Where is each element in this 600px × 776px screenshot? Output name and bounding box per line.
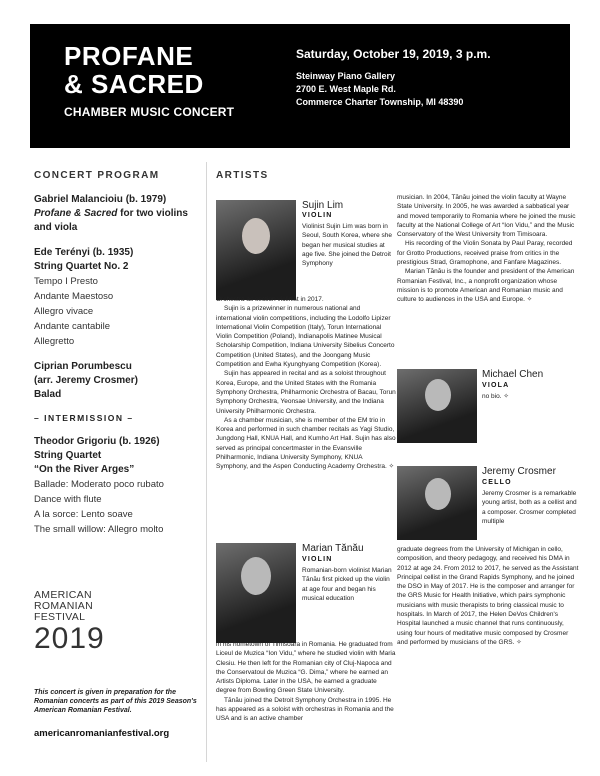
header-banner (30, 24, 570, 148)
concert-subtitle: CHAMBER MUSIC CONCERT (64, 105, 235, 119)
movement: Ballade: Moderato poco rubato (34, 479, 164, 490)
work-title: Balad (34, 389, 62, 400)
festival-note: This concert is given in preparation for the Romanian concerts as part of this 2019 Season's American Romanian Festival. (34, 689, 197, 714)
movement: Allegro vivace (34, 306, 94, 317)
arranger: (arr. Jeremy Crosmer) (34, 375, 138, 386)
festival-url[interactable]: americanromanianfestival.org (34, 728, 170, 739)
sujin-lim-photo (216, 200, 296, 300)
movement: The small willow: Allegro molto (34, 524, 164, 535)
michael-chen-photo (397, 369, 477, 443)
concert-logo (64, 42, 269, 120)
program-item (34, 246, 199, 349)
program-heading: CONCERT PROGRAM (34, 170, 160, 181)
artist-bio: graduate degrees from the University of Michigan in cello, composition, and theory pedagogy, and received his DMA in 2012 at age 24. From 2012 to 2017, he served as the Assistant Principal cellist in the Grand Rapids Symphony, and he joined the DSO in May of 2017. He is the composer and arranger for the GRS Music for Health Initiative, which pairs symphonic musicians with music therapists to bring classical music to hospitals. In March of 2017, the Helen DeVos Children's Hospital launched a music channel that runs continuously, using four hours of meditative music composed by Crosmer and performed by musicians of the GRS. ✧ (397, 546, 579, 646)
work-title: String Quartet No. 2 (34, 261, 129, 272)
title-line-1: PROFANE (64, 41, 194, 71)
artist-bio-intro: Violinist Sujin Lim was born in Seoul, South Korea, where she began her musical studies at age five. She joined the Detroit Symphony (302, 223, 392, 268)
movement: A la sorce: Lento soave (34, 509, 133, 520)
bio-paragraph: musician. In 2004, Tănău joined the violin faculty at Wayne State University. In 2005, he was awarded a sabbatical year and moved temporarily to Romania where he joined the music faculty at the National College of Art “Ion Vidu,” and the Music Conservatory of the West University from Timisoara. (397, 194, 576, 239)
artist-role: CELLO (482, 479, 512, 486)
intermission-label: – INTERMISSION – (34, 413, 134, 423)
artist-role: VIOLA (482, 382, 510, 389)
concert-program (34, 193, 199, 548)
artist-bio-intro: Romanian-born violinist Marian Tănău first picked up the violin at age four and began his musical education (302, 567, 392, 602)
movement: Allegretto (34, 336, 75, 347)
artist-role: VIOLIN (302, 212, 333, 219)
festival-logo (34, 590, 174, 654)
composer: Theodor Grigoriu (b. 1926) (34, 436, 160, 447)
bio-paragraph: Sujin has appeared in recital and as a soloist throughout Korea, Europe, and the United States with the Romania Symphony Orchestra, Philharmonic Orchestra of Bacau, Torun Symphony Orchestra, Yeonsae University, and the Indiana University Philharmonic Orchestra. (216, 370, 396, 415)
venue-name: Steinway Piano Gallery (296, 71, 396, 81)
bio-paragraph: Orchestra as section violinist in 2017. (216, 296, 324, 303)
bio-paragraph: As a chamber musician, she is member of the EM trio in Korea and performed in such chamber recitals as Yagi Studio, Jungdong Hall, KNUA Hall, and Kumho Art Hall. Sujin has also served as principal concertmaster in the Evansville Philharmonic, Indiana University Symphony, KNUA Symphony, and the Aspen Conducting Academy Orchestra. ✧ (216, 416, 396, 471)
movement: Andante Maestoso (34, 291, 114, 302)
program-item (34, 360, 199, 402)
artist-name: Sujin Lim (302, 200, 344, 211)
work-title-rest: for two violins and viola (34, 208, 188, 233)
work-title (34, 207, 199, 235)
artist-bio (216, 295, 396, 472)
artist-bio: no bio. ✧ (482, 393, 509, 400)
movement: Andante cantabile (34, 321, 111, 332)
venue-city: Commerce Charter Township, MI 48390 (296, 97, 464, 107)
bio-paragraph: Tănău joined the Detroit Symphony Orchestra in 1995. He has appeared as a soloist with orchestras in Romania and the USA and is an active chamber (216, 696, 394, 723)
festival-year: 2019 (34, 622, 105, 655)
event-date: Saturday, October 19, 2019, 3 p.m. (296, 47, 491, 61)
movement: Tempo I Presto (34, 276, 98, 287)
artist-name: Michael Chen (482, 369, 544, 380)
work-subtitle: “On the River Arges” (34, 464, 135, 475)
artist-bio-intro: Jeremy Crosmer is a remarkable young artist, both as a cellist and a composer. Crosmer completed multiple (482, 490, 577, 525)
bio-paragraph: Sujin is a prizewinner in numerous national and international violin competitions, including the Lodolfo Lipizer International Violin Competition (Italy), Torun International Violin Competition (Poland), Indianapolis Matinee Musical Scholarship Competition, Indiana University Sibelius Concerto Competition (United States), and the Joongang Music Competition and Ewha Kyunghyang Competition (Korea). (216, 305, 395, 369)
artist-name: Jeremy Crosmer (482, 466, 556, 477)
bio-paragraph: His recording of the Violin Sonata by Paul Paray, recorded for Grotto Productions, received praise from critics in the prestigious Strad, Gramophone, and Fanfare Magazines. (397, 240, 573, 267)
work-title-italic: Profane & Sacred (34, 208, 118, 219)
bio-paragraph: in his hometown of Timisoara in Romania. He graduated from Liceul de Muzica “Ion Vidu,” where he studied violin with Maria Clesiu. He then left for the Romanian city of Cluj-Napoca and the Conservatoul de Muzica “G. Dima,” where he earned an Artists Diploma. Later in the USA, he earned a graduate degree from Bowling Green State University. (216, 641, 396, 695)
artists-heading: ARTISTS (216, 170, 269, 181)
festival-logo-line-3: FESTIVAL (34, 611, 86, 623)
artist-name: Marian Tănău (302, 543, 364, 554)
artist-bio-continued (397, 193, 579, 305)
marian-tanau-photo (216, 543, 296, 643)
movement: Dance with flute (34, 494, 102, 505)
venue-address: 2700 E. West Maple Rd. (296, 84, 396, 94)
bio-paragraph: Marian Tănău is the founder and president of the American Romanian Festival, Inc., a nonprofit organization whose mission is to promote American and Romanian music and culture to audiences in the USA and Europe. ✧ (397, 268, 575, 304)
composer: Ede Terényi (b. 1935) (34, 247, 134, 258)
composer: Ciprian Porumbescu (34, 361, 132, 372)
festival-logo-line-1: AMERICAN (34, 589, 92, 601)
program-item (34, 435, 199, 537)
program-item (34, 193, 199, 235)
event-details (296, 46, 566, 109)
work-title: String Quartet (34, 450, 102, 461)
column-divider (206, 162, 207, 762)
jeremy-crosmer-photo (397, 466, 477, 540)
title-line-2: & SACRED (64, 69, 204, 99)
artist-bio (216, 640, 396, 724)
artist-role: VIOLIN (302, 556, 333, 563)
composer: Gabriel Malancioiu (b. 1979) (34, 194, 167, 205)
festival-logo-line-2: ROMANIAN (34, 600, 93, 612)
